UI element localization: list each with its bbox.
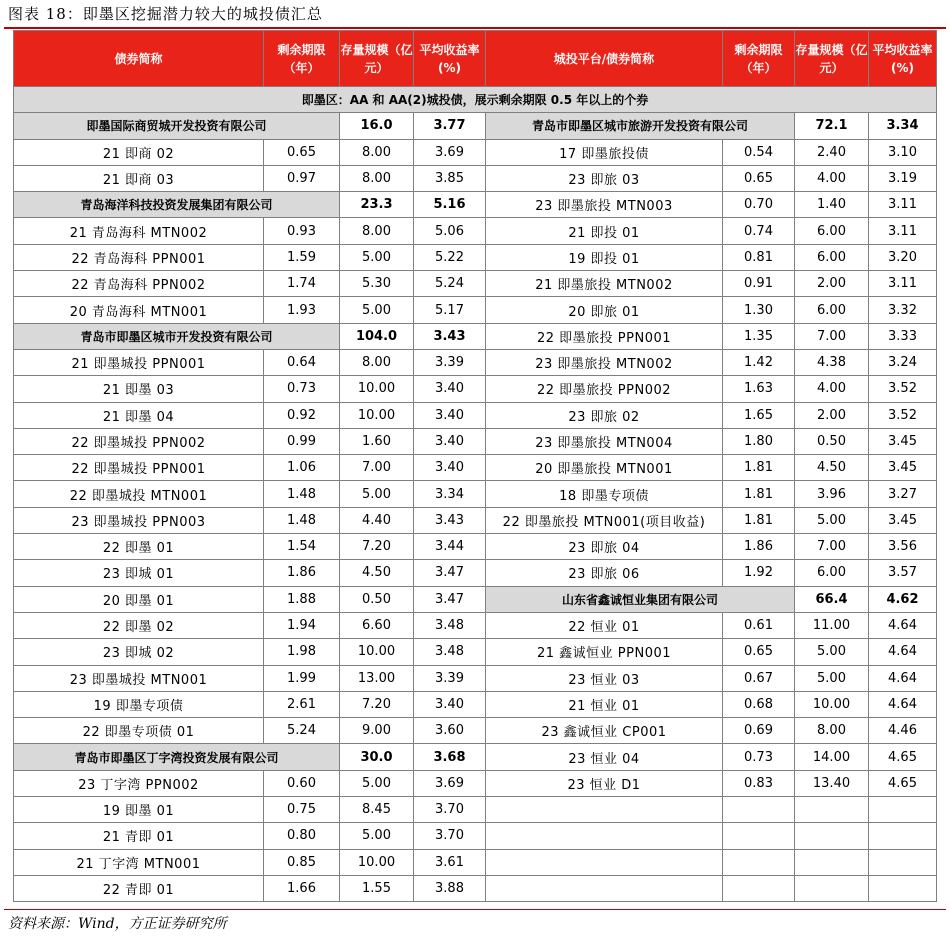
- header-left-name: 债券简称: [14, 31, 264, 87]
- right-bond-yield: 3.56: [869, 534, 937, 560]
- right-bond-yield: 3.10: [869, 139, 937, 165]
- left-platform-size: 30.0: [340, 744, 414, 770]
- table-row: [14, 744, 937, 770]
- left-bond-term: 0.97: [264, 165, 340, 191]
- right-bond-name: 22 即墨旅投 PPN001: [486, 323, 723, 349]
- table-row: [14, 113, 937, 139]
- left-bond-size: 8.45: [340, 797, 414, 823]
- left-bond-yield: 3.34: [414, 481, 486, 507]
- right-bond-yield: 3.52: [869, 402, 937, 428]
- left-bond-yield: 3.69: [414, 770, 486, 796]
- left-bond-yield: 3.70: [414, 797, 486, 823]
- left-bond-size: 7.00: [340, 455, 414, 481]
- title-rule: [4, 27, 946, 29]
- right-bond-term: [723, 875, 795, 901]
- right-bond-name: 23 即旅 02: [486, 402, 723, 428]
- right-bond-size: 4.00: [795, 376, 869, 402]
- left-bond-name: 22 青即 01: [14, 875, 264, 901]
- left-bond-term: 1.98: [264, 639, 340, 665]
- right-bond-size: 6.00: [795, 560, 869, 586]
- left-bond-term: 0.60: [264, 770, 340, 796]
- left-bond-name: 22 即墨城投 PPN001: [14, 455, 264, 481]
- left-bond-size: 6.60: [340, 612, 414, 638]
- left-platform-yield: 3.68: [414, 744, 486, 770]
- left-bond-term: 0.92: [264, 402, 340, 428]
- left-bond-size: 8.00: [340, 349, 414, 375]
- right-platform-size: 72.1: [795, 113, 869, 139]
- source-rule: [4, 909, 946, 910]
- table-row: [14, 455, 937, 481]
- right-bond-name: 20 即墨旅投 MTN001: [486, 455, 723, 481]
- left-bond-name: 21 丁字湾 MTN001: [14, 849, 264, 875]
- left-bond-term: 1.88: [264, 586, 340, 612]
- left-bond-size: 5.00: [340, 770, 414, 796]
- left-bond-name: 21 即墨城投 PPN001: [14, 349, 264, 375]
- left-bond-yield: 3.48: [414, 639, 486, 665]
- right-bond-yield: 3.11: [869, 218, 937, 244]
- left-platform-name: 即墨国际商贸城开发投资有限公司: [14, 113, 340, 139]
- table-row: [14, 718, 937, 744]
- right-bond-yield: 4.64: [869, 612, 937, 638]
- right-bond-term: 1.65: [723, 402, 795, 428]
- right-bond-yield: [869, 823, 937, 849]
- right-bond-name: 22 即墨旅投 PPN002: [486, 376, 723, 402]
- right-bond-term: 0.68: [723, 691, 795, 717]
- right-bond-name: 21 鑫诚恒业 PPN001: [486, 639, 723, 665]
- left-bond-yield: 3.48: [414, 612, 486, 638]
- right-bond-term: 1.92: [723, 560, 795, 586]
- right-bond-yield: 3.24: [869, 349, 937, 375]
- right-bond-yield: 3.20: [869, 244, 937, 270]
- right-bond-name: 23 即墨旅投 MTN003: [486, 192, 723, 218]
- table-row: [14, 165, 937, 191]
- right-bond-size: 4.38: [795, 349, 869, 375]
- right-bond-name: 23 即旅 03: [486, 165, 723, 191]
- right-bond-term: 0.61: [723, 612, 795, 638]
- left-bond-name: 22 青岛海科 PPN002: [14, 271, 264, 297]
- right-bond-size: [795, 797, 869, 823]
- right-bond-size: 1.40: [795, 192, 869, 218]
- right-bond-size: 0.50: [795, 428, 869, 454]
- right-bond-size: [795, 849, 869, 875]
- right-bond-size: 3.96: [795, 481, 869, 507]
- right-bond-name: [486, 797, 723, 823]
- left-bond-size: 9.00: [340, 718, 414, 744]
- left-bond-name: 19 即墨专项债: [14, 691, 264, 717]
- table-row: [14, 823, 937, 849]
- left-platform-name: 青岛市即墨区城市开发投资有限公司: [14, 323, 340, 349]
- right-bond-term: 1.35: [723, 323, 795, 349]
- left-bond-name: 22 即墨专项债 01: [14, 718, 264, 744]
- left-bond-name: 20 即墨 01: [14, 586, 264, 612]
- right-bond-term: 0.54: [723, 139, 795, 165]
- table-row: [14, 797, 937, 823]
- right-bond-size: 2.40: [795, 139, 869, 165]
- left-bond-yield: 5.22: [414, 244, 486, 270]
- right-bond-name: 22 即墨旅投 MTN001(项目收益): [486, 507, 723, 533]
- left-bond-term: 1.93: [264, 297, 340, 323]
- table-row: [14, 271, 937, 297]
- left-platform-yield: 5.16: [414, 192, 486, 218]
- left-bond-size: 5.00: [340, 297, 414, 323]
- table-row: [14, 875, 937, 901]
- left-bond-term: 0.85: [264, 849, 340, 875]
- left-bond-term: 1.66: [264, 875, 340, 901]
- left-bond-size: 10.00: [340, 849, 414, 875]
- left-bond-term: 0.99: [264, 428, 340, 454]
- left-platform-yield: 3.77: [414, 113, 486, 139]
- left-bond-term: 1.48: [264, 507, 340, 533]
- left-bond-yield: 3.47: [414, 560, 486, 586]
- left-bond-yield: 3.88: [414, 875, 486, 901]
- left-bond-term: 1.99: [264, 665, 340, 691]
- table-row: [14, 586, 937, 612]
- left-bond-name: 23 即墨城投 MTN001: [14, 665, 264, 691]
- right-bond-name: 23 即旅 06: [486, 560, 723, 586]
- bond-table: [13, 30, 937, 902]
- left-bond-term: 1.86: [264, 560, 340, 586]
- right-bond-size: 5.00: [795, 639, 869, 665]
- left-bond-name: 22 即墨城投 MTN001: [14, 481, 264, 507]
- header-right-term: 剩余期限（年）: [723, 31, 795, 87]
- right-bond-yield: 3.32: [869, 297, 937, 323]
- table-row: [14, 376, 937, 402]
- right-platform-yield: 4.62: [869, 586, 937, 612]
- left-bond-yield: 3.69: [414, 139, 486, 165]
- right-bond-size: 8.00: [795, 718, 869, 744]
- left-bond-size: 5.00: [340, 481, 414, 507]
- left-bond-name: 23 即墨城投 PPN003: [14, 507, 264, 533]
- right-bond-yield: 3.11: [869, 271, 937, 297]
- left-platform-size: 16.0: [340, 113, 414, 139]
- table-row: [14, 192, 937, 218]
- left-bond-size: 10.00: [340, 639, 414, 665]
- right-bond-yield: [869, 849, 937, 875]
- right-bond-term: 0.83: [723, 770, 795, 796]
- left-bond-name: 22 青岛海科 PPN001: [14, 244, 264, 270]
- left-bond-term: 5.24: [264, 718, 340, 744]
- right-bond-name: 23 即墨旅投 MTN002: [486, 349, 723, 375]
- right-bond-name: 19 即投 01: [486, 244, 723, 270]
- table-row: [14, 560, 937, 586]
- left-platform-size: 23.3: [340, 192, 414, 218]
- table-row: [14, 612, 937, 638]
- right-bond-term: 0.91: [723, 271, 795, 297]
- left-bond-yield: 3.40: [414, 691, 486, 717]
- right-bond-term: [723, 797, 795, 823]
- table-row: [14, 218, 937, 244]
- right-bond-size: 4.50: [795, 455, 869, 481]
- right-bond-size: 5.00: [795, 507, 869, 533]
- right-bond-term: 0.81: [723, 244, 795, 270]
- right-bond-name: 23 恒业 04: [486, 744, 723, 770]
- right-bond-term: 0.67: [723, 665, 795, 691]
- right-bond-term: 1.63: [723, 376, 795, 402]
- right-bond-yield: 4.65: [869, 770, 937, 796]
- left-bond-term: 2.61: [264, 691, 340, 717]
- table-row: [14, 428, 937, 454]
- left-bond-yield: 3.43: [414, 507, 486, 533]
- left-bond-term: 0.64: [264, 349, 340, 375]
- table-row: [14, 323, 937, 349]
- table-row: [14, 139, 937, 165]
- right-bond-term: [723, 849, 795, 875]
- right-bond-size: 14.00: [795, 744, 869, 770]
- right-bond-yield: 4.64: [869, 691, 937, 717]
- left-bond-size: 7.20: [340, 534, 414, 560]
- right-bond-size: 6.00: [795, 218, 869, 244]
- right-bond-name: 17 即墨旅投债: [486, 139, 723, 165]
- header-row: [14, 31, 937, 87]
- right-bond-term: 0.70: [723, 192, 795, 218]
- right-bond-term: 1.42: [723, 349, 795, 375]
- right-bond-name: 23 恒业 03: [486, 665, 723, 691]
- left-bond-term: 1.06: [264, 455, 340, 481]
- header-right-size: 存量规模（亿元）: [795, 31, 869, 87]
- right-bond-name: [486, 823, 723, 849]
- left-bond-name: 22 即墨城投 PPN002: [14, 428, 264, 454]
- left-bond-yield: 3.61: [414, 849, 486, 875]
- table-row: [14, 297, 937, 323]
- left-bond-size: 1.55: [340, 875, 414, 901]
- left-bond-term: 0.75: [264, 797, 340, 823]
- right-bond-name: 22 恒业 01: [486, 612, 723, 638]
- left-bond-yield: 5.17: [414, 297, 486, 323]
- right-bond-term: 1.81: [723, 455, 795, 481]
- right-bond-term: 0.65: [723, 639, 795, 665]
- right-bond-yield: 4.46: [869, 718, 937, 744]
- right-bond-term: 1.86: [723, 534, 795, 560]
- left-platform-name: 青岛海洋科技投资发展集团有限公司: [14, 192, 340, 218]
- right-bond-name: 21 即投 01: [486, 218, 723, 244]
- table-row: [14, 665, 937, 691]
- right-bond-name: [486, 875, 723, 901]
- right-bond-term: 0.65: [723, 165, 795, 191]
- left-bond-size: 8.00: [340, 218, 414, 244]
- right-bond-name: 20 即旅 01: [486, 297, 723, 323]
- right-bond-name: 23 鑫诚恒业 CP001: [486, 718, 723, 744]
- left-bond-name: 21 青岛海科 MTN002: [14, 218, 264, 244]
- left-bond-size: 10.00: [340, 376, 414, 402]
- right-platform-name: 青岛市即墨区城市旅游开发投资有限公司: [486, 113, 795, 139]
- left-bond-term: 0.80: [264, 823, 340, 849]
- left-bond-term: 0.65: [264, 139, 340, 165]
- right-bond-yield: 3.52: [869, 376, 937, 402]
- right-bond-name: 21 即墨旅投 MTN002: [486, 271, 723, 297]
- left-bond-name: 19 即墨 01: [14, 797, 264, 823]
- left-bond-name: 21 即墨 03: [14, 376, 264, 402]
- table-row: [14, 244, 937, 270]
- left-bond-size: 5.00: [340, 823, 414, 849]
- right-bond-name: 23 即旅 04: [486, 534, 723, 560]
- right-bond-term: 1.30: [723, 297, 795, 323]
- right-bond-name: 21 恒业 01: [486, 691, 723, 717]
- right-bond-size: [795, 823, 869, 849]
- left-bond-name: 21 青即 01: [14, 823, 264, 849]
- header-left-term: 剩余期限（年）: [264, 31, 340, 87]
- left-bond-name: 21 即墨 04: [14, 402, 264, 428]
- right-bond-term: 1.81: [723, 481, 795, 507]
- right-bond-size: 2.00: [795, 271, 869, 297]
- source-note: 资料来源：Wind，方正证券研究所: [8, 916, 227, 932]
- left-platform-size: 104.0: [340, 323, 414, 349]
- right-bond-yield: 3.57: [869, 560, 937, 586]
- left-bond-size: 0.50: [340, 586, 414, 612]
- left-bond-yield: 3.40: [414, 402, 486, 428]
- right-bond-size: 5.00: [795, 665, 869, 691]
- right-bond-size: 7.00: [795, 323, 869, 349]
- figure-title: 图表 18：即墨区挖掘潜力较大的城投债汇总: [8, 5, 323, 23]
- right-bond-yield: 3.45: [869, 428, 937, 454]
- left-bond-name: 21 即商 02: [14, 139, 264, 165]
- right-bond-size: 7.00: [795, 534, 869, 560]
- left-bond-yield: 5.24: [414, 271, 486, 297]
- table-row: [14, 507, 937, 533]
- right-bond-name: 18 即墨专项债: [486, 481, 723, 507]
- left-bond-term: 0.73: [264, 376, 340, 402]
- table-row: [14, 691, 937, 717]
- table-row: [14, 402, 937, 428]
- left-bond-size: 8.00: [340, 165, 414, 191]
- left-bond-name: 22 即墨 02: [14, 612, 264, 638]
- left-bond-name: 20 青岛海科 MTN001: [14, 297, 264, 323]
- left-bond-name: 23 丁字湾 PPN002: [14, 770, 264, 796]
- left-bond-yield: 3.60: [414, 718, 486, 744]
- left-bond-size: 4.40: [340, 507, 414, 533]
- right-bond-size: 2.00: [795, 402, 869, 428]
- right-bond-term: [723, 823, 795, 849]
- left-bond-size: 1.60: [340, 428, 414, 454]
- left-platform-yield: 3.43: [414, 323, 486, 349]
- right-bond-yield: 3.27: [869, 481, 937, 507]
- right-bond-name: 23 恒业 D1: [486, 770, 723, 796]
- header-left-yield: 平均收益率(%): [414, 31, 486, 87]
- right-bond-size: 4.00: [795, 165, 869, 191]
- table-row: [14, 481, 937, 507]
- right-bond-term: 0.69: [723, 718, 795, 744]
- left-bond-name: 22 即墨 01: [14, 534, 264, 560]
- left-bond-yield: 3.44: [414, 534, 486, 560]
- banner-row: [14, 87, 937, 113]
- left-bond-term: 0.93: [264, 218, 340, 244]
- left-platform-name: 青岛市即墨区丁字湾投资发展有限公司: [14, 744, 340, 770]
- right-platform-name: 山东省鑫诚恒业集团有限公司: [486, 586, 795, 612]
- left-bond-size: 13.00: [340, 665, 414, 691]
- left-bond-size: 4.50: [340, 560, 414, 586]
- left-bond-term: 1.74: [264, 271, 340, 297]
- left-bond-yield: 3.40: [414, 455, 486, 481]
- right-bond-yield: 4.65: [869, 744, 937, 770]
- right-bond-term: 1.80: [723, 428, 795, 454]
- right-bond-size: 10.00: [795, 691, 869, 717]
- right-bond-yield: [869, 875, 937, 901]
- left-bond-name: 21 即商 03: [14, 165, 264, 191]
- left-bond-size: 10.00: [340, 402, 414, 428]
- right-bond-yield: 3.33: [869, 323, 937, 349]
- right-bond-yield: [869, 797, 937, 823]
- left-bond-term: 1.59: [264, 244, 340, 270]
- left-bond-yield: 3.40: [414, 428, 486, 454]
- table-row: [14, 770, 937, 796]
- right-bond-yield: 3.11: [869, 192, 937, 218]
- right-bond-name: [486, 849, 723, 875]
- right-bond-name: 23 即墨旅投 MTN004: [486, 428, 723, 454]
- left-bond-yield: 3.47: [414, 586, 486, 612]
- left-bond-size: 8.00: [340, 139, 414, 165]
- right-bond-term: 1.81: [723, 507, 795, 533]
- right-bond-size: 6.00: [795, 297, 869, 323]
- left-bond-name: 23 即城 01: [14, 560, 264, 586]
- table-row: [14, 534, 937, 560]
- table-row: [14, 849, 937, 875]
- table-row: [14, 639, 937, 665]
- right-bond-size: 13.40: [795, 770, 869, 796]
- right-bond-yield: 3.19: [869, 165, 937, 191]
- header-right-name: 城投平台/债券简称: [486, 31, 723, 87]
- right-bond-yield: 3.45: [869, 455, 937, 481]
- right-bond-size: [795, 875, 869, 901]
- left-bond-yield: 3.40: [414, 376, 486, 402]
- left-bond-size: 5.30: [340, 271, 414, 297]
- right-platform-size: 66.4: [795, 586, 869, 612]
- left-bond-yield: 3.39: [414, 665, 486, 691]
- header-right-yield: 平均收益率(%): [869, 31, 937, 87]
- right-bond-size: 6.00: [795, 244, 869, 270]
- left-bond-term: 1.48: [264, 481, 340, 507]
- right-bond-yield: 4.64: [869, 639, 937, 665]
- left-bond-yield: 3.39: [414, 349, 486, 375]
- left-bond-size: 7.20: [340, 691, 414, 717]
- right-bond-yield: 3.45: [869, 507, 937, 533]
- right-platform-yield: 3.34: [869, 113, 937, 139]
- right-bond-size: 11.00: [795, 612, 869, 638]
- header-left-size: 存量规模（亿元）: [340, 31, 414, 87]
- right-bond-yield: 4.64: [869, 665, 937, 691]
- table-body: [14, 87, 937, 902]
- banner-text: 即墨区：AA 和 AA(2)城投债，展示剩余期限 0.5 年以上的个券: [14, 87, 937, 113]
- left-bond-term: 1.94: [264, 612, 340, 638]
- left-bond-size: 5.00: [340, 244, 414, 270]
- table-row: [14, 349, 937, 375]
- right-bond-term: 0.74: [723, 218, 795, 244]
- left-bond-term: 1.54: [264, 534, 340, 560]
- left-bond-yield: 3.70: [414, 823, 486, 849]
- left-bond-name: 23 即城 02: [14, 639, 264, 665]
- right-bond-term: 0.73: [723, 744, 795, 770]
- left-bond-yield: 3.85: [414, 165, 486, 191]
- left-bond-yield: 5.06: [414, 218, 486, 244]
